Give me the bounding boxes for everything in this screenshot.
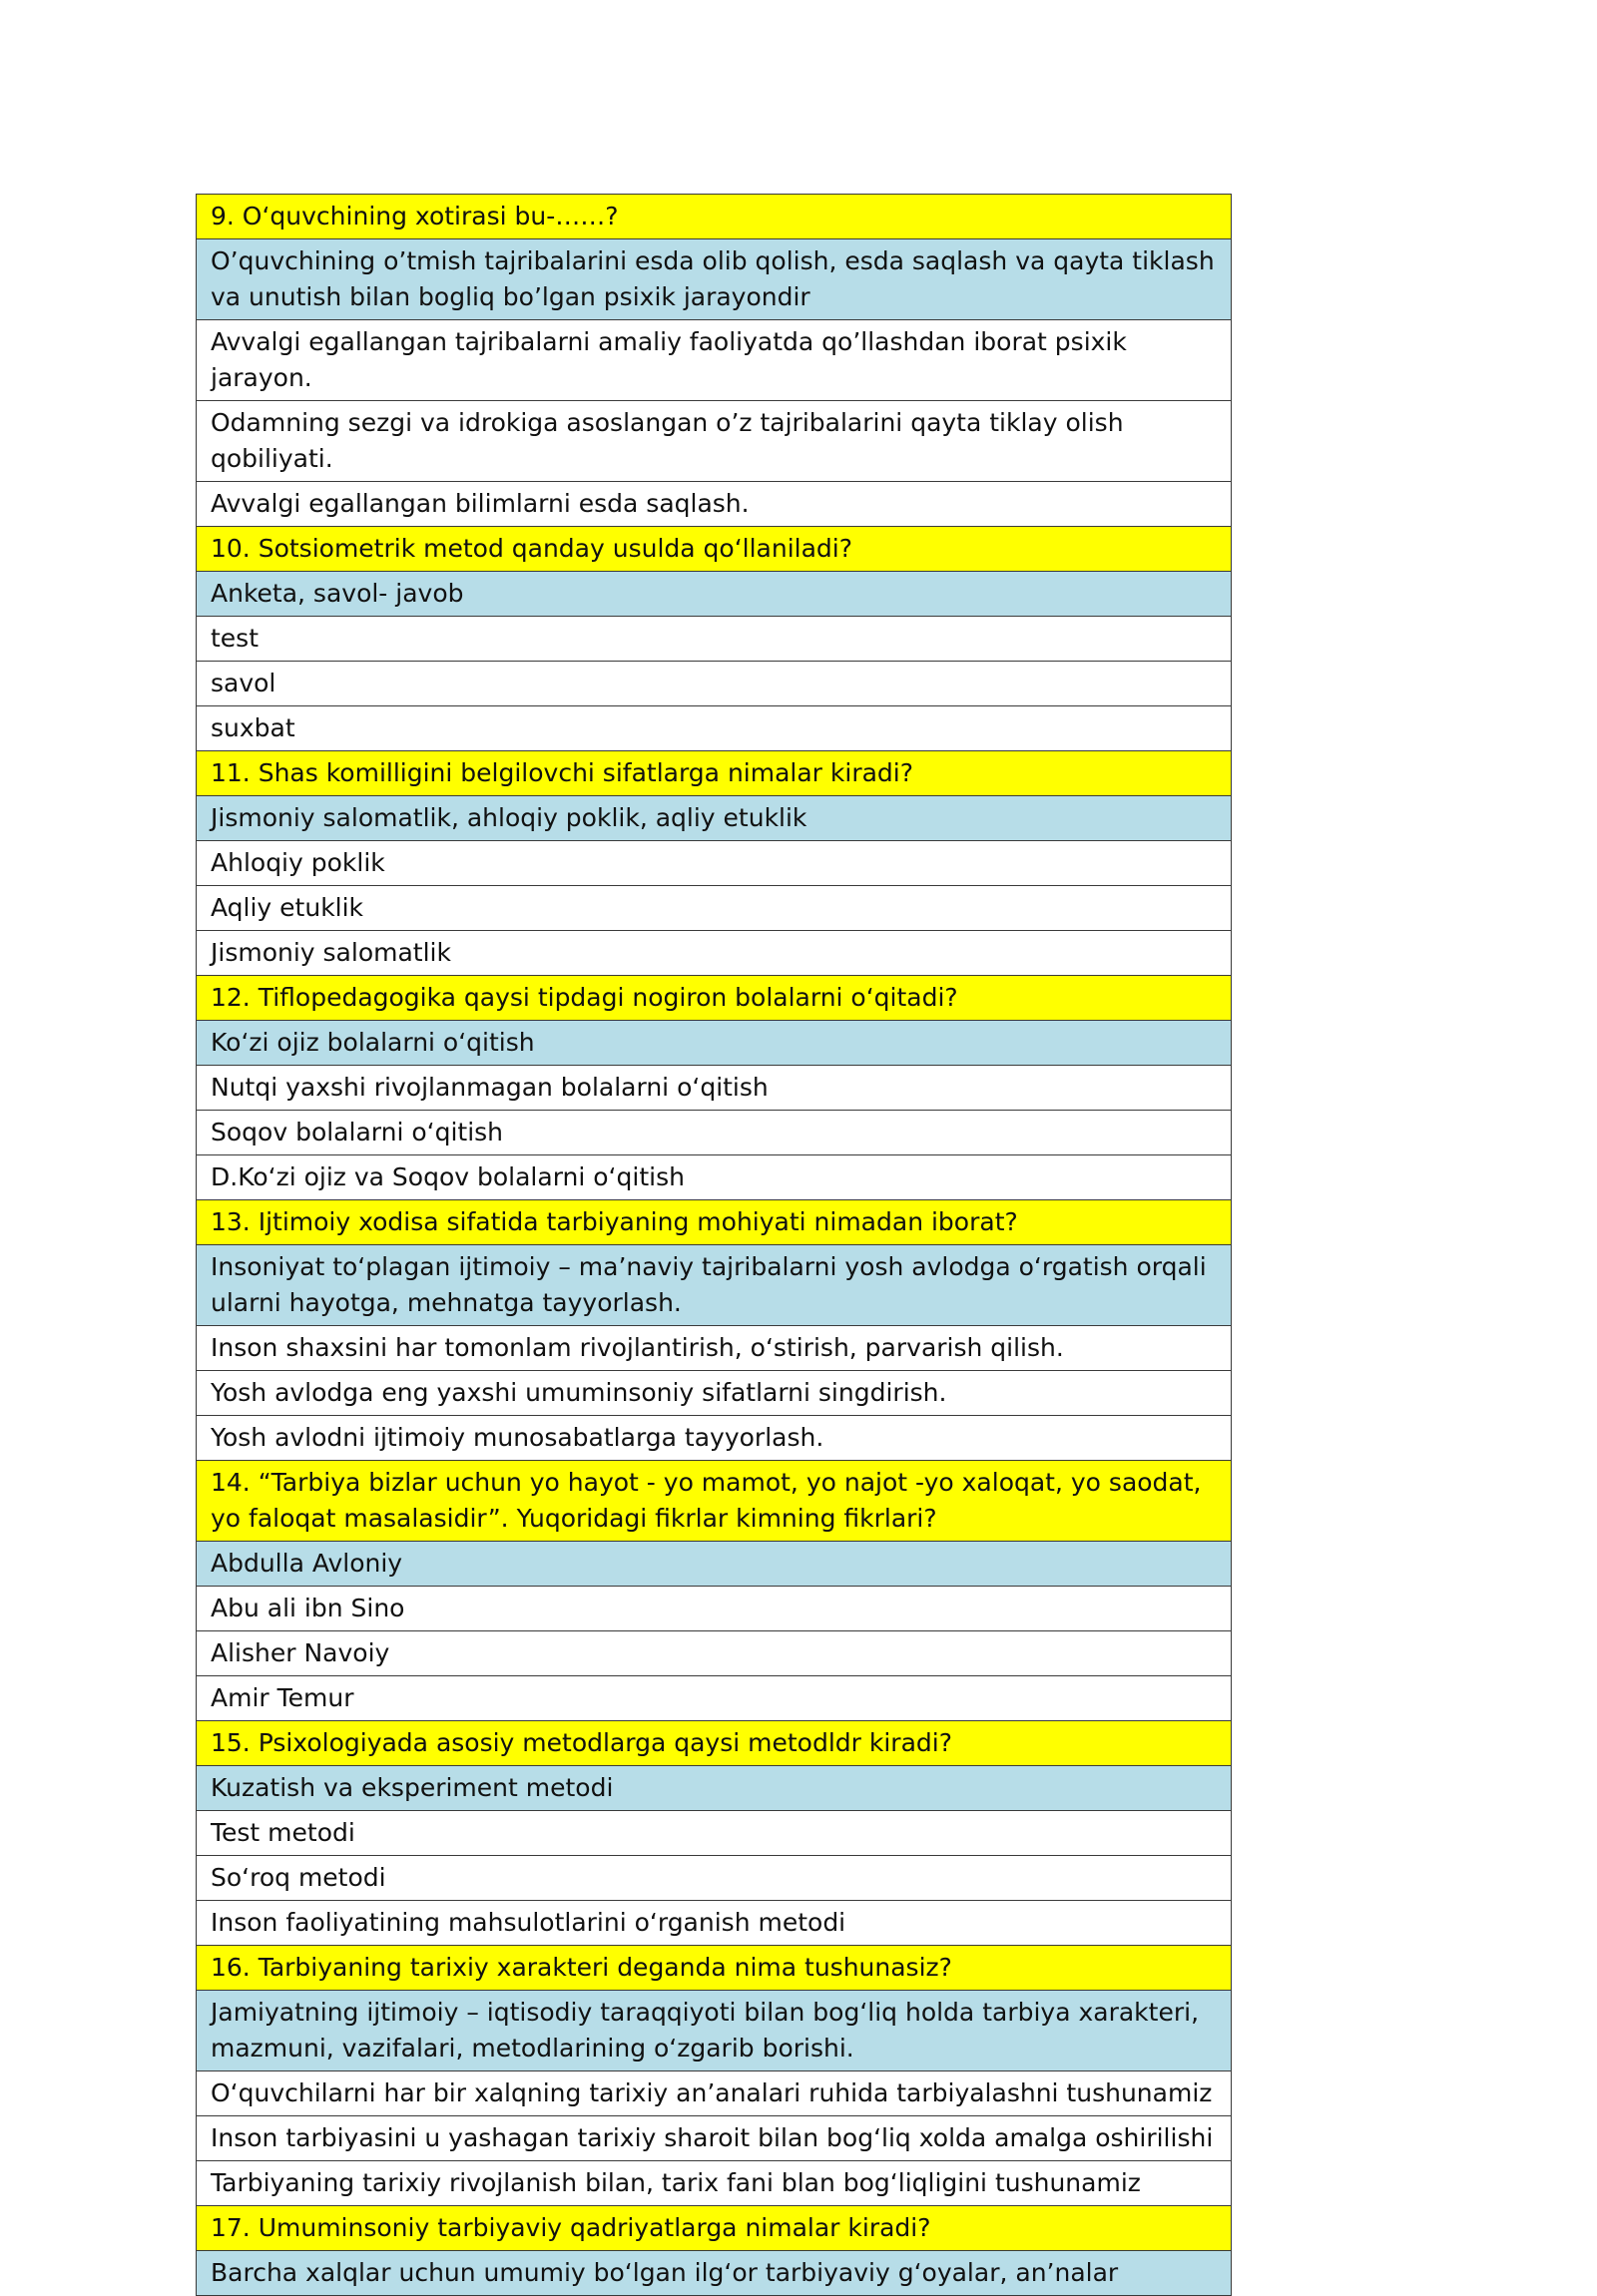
answer-option-row [197,1587,1232,1631]
answer-text: O‘quvchilarni har bir xalqning tarixiy an’analari ruhida tarbiyalashni tushunamiz [197,2071,1232,2116]
question-text: 13. Ijtimoiy xodisa sifatida tarbiyaning mohiyati nimadan iborat? [197,1200,1232,1245]
question-row [197,195,1232,239]
answer-option-row [197,1326,1232,1371]
answer-option-row [197,1416,1232,1461]
question-text: 17. Umuminsoniy tarbiyaviy qadriyatlarga nimalar kiradi? [197,2206,1232,2251]
question-text: 14. “Tarbiya bizlar uchun yo hayot - yo mamot, yo najot -yo xaloqat, yo saodat, yo faloqat masalasidir”. Yuqoridagi fikrlar kimning fikrlari? [197,1461,1232,1542]
answer-text: Odamning sezgi va idrokiga asoslangan o’z tajribalarini qayta tiklay olish qobiliyati. [197,401,1232,482]
answer-option-row [197,617,1232,662]
correct-answer-row [197,1766,1232,1811]
question-row [197,1721,1232,1766]
answer-text: Yosh avlodni ijtimoiy munosabatlarga tayyorlash. [197,1416,1232,1461]
answer-text: Jamiyatning ijtimoiy – iqtisodiy taraqqiyoti bilan bog‘liq holda tarbiya xarakteri, mazmuni, vazifalari, metodlarining o‘zgarib borishi. [197,1991,1232,2071]
correct-answer-row [197,796,1232,841]
answer-option-row [197,401,1232,482]
answer-text: Jismoniy salomatlik, ahloqiy poklik, aqliy etuklik [197,796,1232,841]
answer-option-row [197,482,1232,527]
correct-answer-row [197,239,1232,320]
answer-option-row [197,2161,1232,2206]
answer-option-row [197,1111,1232,1155]
question-row [197,751,1232,796]
question-row [197,976,1232,1021]
answer-option-row [197,1155,1232,1200]
answer-text: Inson faoliyatining mahsulotlarini o‘rganish metodi [197,1901,1232,1946]
question-row [197,1200,1232,1245]
answer-text: Ko‘zi ojiz bolalarni o‘qitish [197,1021,1232,1066]
question-text: 10. Sotsiometrik metod qanday usulda qo‘llaniladi? [197,527,1232,572]
answer-text: Abdulla Avloniy [197,1542,1232,1587]
quiz-table-body [197,195,1232,2296]
answer-option-row [197,1066,1232,1111]
question-text: 16. Tarbiyaning tarixiy xarakteri deganda nima tushunasiz? [197,1946,1232,1991]
answer-text: Soqov bolalarni o‘qitish [197,1111,1232,1155]
answer-option-row [197,1371,1232,1416]
answer-text: Ahloqiy poklik [197,841,1232,886]
answer-option-row [197,841,1232,886]
answer-option-row [197,886,1232,931]
question-row [197,2206,1232,2251]
answer-text: suxbat [197,706,1232,751]
answer-text: So‘roq metodi [197,1856,1232,1901]
answer-text: Nutqi yaxshi rivojlanmagan bolalarni o‘qitish [197,1066,1232,1111]
correct-answer-row [197,572,1232,617]
answer-text: Inson tarbiyasini u yashagan tarixiy sharoit bilan bog‘liq xolda amalga oshirilishi [197,2116,1232,2161]
correct-answer-row [197,1542,1232,1587]
answer-text: D.Ko‘zi ojiz va Soqov bolalarni o‘qitish [197,1155,1232,1200]
answer-option-row [197,320,1232,401]
question-row [197,527,1232,572]
answer-option-row [197,1631,1232,1676]
question-text: 9. O‘quvchining xotirasi bu-……? [197,195,1232,239]
correct-answer-row [197,1991,1232,2071]
answer-text: Tarbiyaning tarixiy rivojlanish bilan, tarix fani blan bog‘liqligini tushunamiz [197,2161,1232,2206]
answer-text: Inson shaxsini har tomonlam rivojlantirish, o‘stirish, parvarish qilish. [197,1326,1232,1371]
answer-text: Test metodi [197,1811,1232,1856]
answer-text: O’quvchining o’tmish tajribalarini esda olib qolish, esda saqlash va qayta tiklash va unutish bilan bogliq bo’lgan psixik jarayondir [197,239,1232,320]
question-row [197,1461,1232,1542]
answer-option-row [197,931,1232,976]
answer-text: Avvalgi egallangan tajribalarni amaliy faoliyatda qo’llashdan iborat psixik jarayon. [197,320,1232,401]
answer-text: Amir Temur [197,1676,1232,1721]
answer-text: Anketa, savol- javob [197,572,1232,617]
answer-text: Yosh avlodga eng yaxshi umuminsoniy sifatlarni singdirish. [197,1371,1232,1416]
answer-option-row [197,1856,1232,1901]
question-row [197,1946,1232,1991]
question-text: 12. Tiflopedagogika qaysi tipdagi nogiron bolalarni o‘qitadi? [197,976,1232,1021]
answer-option-row [197,2071,1232,2116]
answer-option-row [197,662,1232,706]
quiz-table [196,194,1232,2296]
answer-option-row [197,2116,1232,2161]
answer-text: savol [197,662,1232,706]
answer-option-row [197,1901,1232,1946]
question-text: 11. Shas komilligini belgilovchi sifatlarga nimalar kiradi? [197,751,1232,796]
answer-option-row [197,1676,1232,1721]
answer-text: Barcha xalqlar uchun umumiy bo‘lgan ilg‘or tarbiyaviy g‘oyalar, an’nalar [197,2251,1232,2296]
answer-text: test [197,617,1232,662]
answer-option-row [197,1811,1232,1856]
answer-text: Aqliy etuklik [197,886,1232,931]
answer-text: Kuzatish va eksperiment metodi [197,1766,1232,1811]
answer-text: Alisher Navoiy [197,1631,1232,1676]
correct-answer-row [197,1245,1232,1326]
question-text: 15. Psixologiyada asosiy metodlarga qaysi metodldr kiradi? [197,1721,1232,1766]
answer-text: Avvalgi egallangan bilimlarni esda saqlash. [197,482,1232,527]
answer-text: Insoniyat to‘plagan ijtimoiy – ma’naviy tajribalarni yosh avlodga o‘rgatish orqali ularni hayotga, mehnatga tayyorlash. [197,1245,1232,1326]
correct-answer-row [197,2251,1232,2296]
answer-option-row [197,706,1232,751]
answer-text: Jismoniy salomatlik [197,931,1232,976]
correct-answer-row [197,1021,1232,1066]
answer-text: Abu ali ibn Sino [197,1587,1232,1631]
